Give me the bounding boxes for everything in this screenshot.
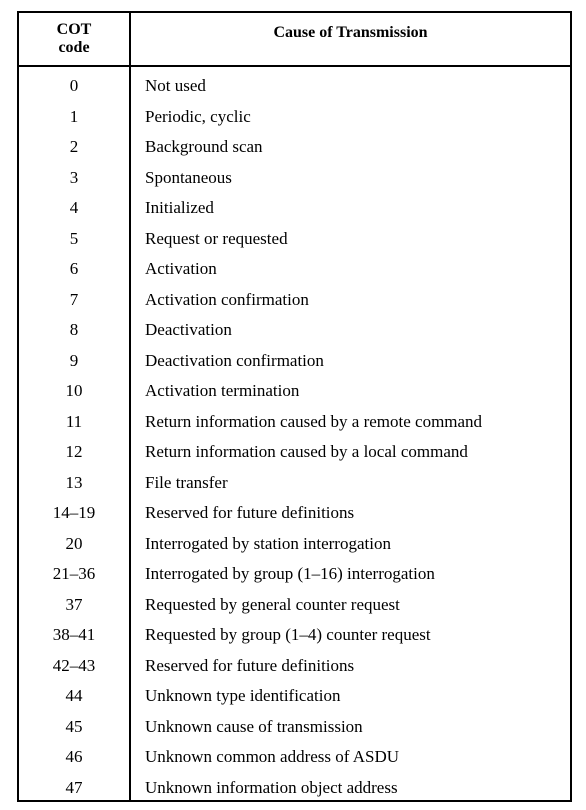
cause-cell: Deactivation [145, 320, 232, 340]
table-row [19, 590, 570, 621]
cause-cell: Activation termination [145, 381, 300, 401]
cause-cell: Background scan [145, 137, 263, 157]
header-cause-of-transmission: Cause of Transmission [273, 24, 428, 41]
table-row [19, 712, 570, 743]
table-row [19, 71, 570, 102]
table-row [19, 254, 570, 285]
cause-cell: Periodic, cyclic [145, 106, 251, 126]
cot-code-cell: 10 [65, 381, 83, 401]
cot-code-cell: 14–19 [52, 503, 96, 523]
table-row [19, 376, 570, 407]
header-cot-code-line1: COT [56, 21, 92, 38]
cause-cell: Reserved for future definitions [145, 503, 355, 523]
table-row [19, 163, 570, 194]
cot-code-cell: 37 [65, 594, 83, 614]
cot-code-cell: 11 [65, 411, 83, 431]
cot-code-cell: 44 [65, 686, 83, 706]
cot-code-cell: 2 [69, 137, 79, 157]
cot-code-cell: 5 [69, 228, 79, 248]
table-row [19, 437, 570, 468]
cot-code-cell: 6 [69, 259, 79, 279]
cot-code-cell: 4 [69, 198, 79, 218]
header-cot-code [19, 13, 129, 65]
cot-code-cell: 12 [65, 442, 83, 462]
cot-code-cell: 1 [69, 106, 79, 126]
cot-code-cell: 42–43 [52, 655, 96, 675]
table-row [19, 620, 570, 651]
cause-cell: Activation [145, 259, 217, 279]
table-row [19, 193, 570, 224]
cause-cell: Spontaneous [145, 167, 232, 187]
table-row [19, 285, 570, 316]
cause-cell: Initialized [145, 198, 214, 218]
cause-cell: Interrogated by station interrogation [145, 533, 391, 553]
table-row [19, 102, 570, 133]
cot-code-cell: 8 [69, 320, 79, 340]
table-row [19, 681, 570, 712]
cot-code-cell: 38–41 [52, 625, 96, 645]
cause-cell: Requested by general counter request [145, 594, 400, 614]
cause-cell: File transfer [145, 472, 228, 492]
table-row [19, 773, 570, 804]
cause-cell: Unknown information object address [145, 777, 398, 797]
cause-cell: Unknown common address of ASDU [145, 747, 400, 767]
cot-code-cell: 46 [65, 747, 83, 767]
cot-code-cell: 47 [65, 777, 83, 797]
cause-cell: Requested by group (1–4) counter request [145, 625, 431, 645]
table-body [19, 71, 570, 803]
table-row [19, 742, 570, 773]
cause-cell: Interrogated by group (1–16) interrogation [145, 564, 435, 584]
cause-cell: Deactivation confirmation [145, 350, 324, 370]
cause-cell: Return information caused by a remote command [145, 411, 483, 431]
table-row [19, 559, 570, 590]
cot-table [17, 11, 572, 802]
cot-code-cell: 20 [65, 533, 83, 553]
cot-code-cell: 7 [69, 289, 79, 309]
table-row [19, 651, 570, 682]
cot-code-cell: 13 [65, 472, 83, 492]
table-row [19, 407, 570, 438]
cause-cell: Unknown cause of transmission [145, 716, 363, 736]
cot-code-cell: 21–36 [52, 564, 96, 584]
table-row [19, 346, 570, 377]
cot-code-cell: 0 [69, 76, 79, 96]
table-row [19, 529, 570, 560]
table-row [19, 224, 570, 255]
table-row [19, 132, 570, 163]
cause-cell: Not used [145, 76, 206, 96]
table-row [19, 315, 570, 346]
cot-code-cell: 9 [69, 350, 79, 370]
table-row [19, 498, 570, 529]
cause-cell: Return information caused by a local command [145, 442, 468, 462]
cause-cell: Request or requested [145, 228, 288, 248]
cause-cell: Activation confirmation [145, 289, 309, 309]
cause-cell: Unknown type identification [145, 686, 341, 706]
header-cot-code-line2: code [58, 39, 90, 56]
cot-code-cell: 45 [65, 716, 83, 736]
cause-cell: Reserved for future definitions [145, 655, 355, 675]
cot-code-cell: 3 [69, 167, 79, 187]
table-header [19, 13, 570, 67]
table-row [19, 468, 570, 499]
